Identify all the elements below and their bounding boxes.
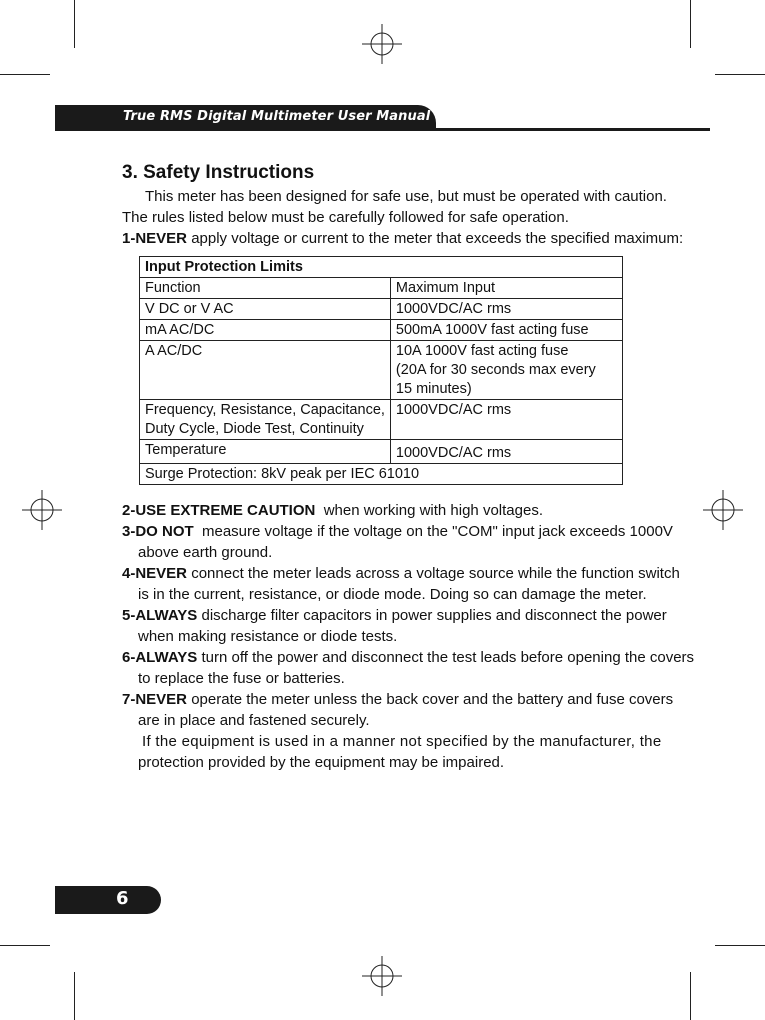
crop-mark (690, 0, 691, 48)
rule-text: operate the meter unless the back cover and the battery and fuse covers (187, 691, 674, 708)
table-cell-line: Duty Cycle, Diode Test, Continuity (145, 421, 364, 437)
rule-text: connect the meter leads across a voltage source while the function switch (187, 565, 680, 582)
surge-protection-cell: Surge Protection: 8kV peak per IEC 61010 (140, 464, 623, 485)
registration-mark-icon (703, 490, 743, 530)
table-row (140, 440, 623, 464)
warning-note-line-1: If the equipment is used in a manner not specified by the manufacturer, the (142, 733, 662, 750)
rule-text: apply voltage or current to the meter that exceeds the specified maximum: (187, 230, 684, 247)
crop-mark (74, 972, 75, 1020)
rule-label: 2-USE EXTREME CAUTION (122, 502, 316, 519)
table-cell-line: (20A for 30 seconds max every (395, 362, 596, 378)
table-cell-line: Frequency, Resistance, Capacitance, (145, 402, 385, 418)
table-row (140, 464, 623, 485)
crop-mark (0, 74, 50, 75)
column-header-function: Function (140, 278, 391, 299)
rule-text-continued: above earth ground. (138, 544, 273, 561)
table-cell-function: V DC or V AC (140, 299, 391, 320)
safety-section (122, 160, 684, 249)
table-cell-line: 15 minutes) (395, 381, 472, 397)
registration-mark-icon (362, 956, 402, 996)
table-row (140, 299, 623, 320)
warning-note-line-2: protection provided by the equipment may be impaired. (138, 754, 505, 771)
safety-rules-list (122, 500, 695, 773)
rule-text: discharge filter capacitors in power supplies and disconnect the power (197, 607, 667, 624)
registration-mark-icon (22, 490, 62, 530)
table-row (140, 320, 623, 341)
input-protection-table (139, 256, 623, 485)
intro-line-2: The rules listed below must be carefully followed for safe operation. (122, 209, 569, 226)
table-cell-max: 1000VDC/AC rms (390, 299, 622, 320)
rule-text: when working with high voltages. (315, 502, 543, 519)
list-item (122, 647, 695, 689)
table-row (140, 341, 623, 400)
table-cell-function: A AC/DC (140, 341, 391, 400)
rule-text-continued: to replace the fuse or batteries. (138, 670, 345, 687)
table-header-row (140, 257, 623, 278)
table-cell-function: mA AC/DC (140, 320, 391, 341)
table-cell-max: 1000VDC/AC rms (390, 400, 622, 440)
table-row (140, 400, 623, 440)
page-number: 6 (116, 888, 129, 909)
page-number-tab (55, 886, 161, 914)
registration-mark-icon (362, 24, 402, 64)
rule-text: measure voltage if the voltage on the "COM" input jack exceeds 1000V (193, 523, 673, 540)
table-title: Input Protection Limits (140, 257, 623, 278)
list-item (122, 689, 674, 773)
rule-text-continued: when making resistance or diode tests. (138, 628, 398, 645)
rule-text-continued: are in place and fastened securely. (138, 712, 370, 729)
crop-mark (690, 972, 691, 1020)
table-cell-function: Temperature (140, 440, 391, 464)
header-title: True RMS Digital Multimeter User Manual (123, 109, 431, 124)
header-rule (436, 128, 710, 131)
crop-mark (715, 945, 765, 946)
list-item (122, 563, 680, 605)
table-cell-max: 500mA 1000V fast acting fuse (390, 320, 622, 341)
intro-line-1: This meter has been designed for safe use, but must be operated with caution. (145, 188, 667, 205)
table-row (140, 278, 623, 299)
rule-label: 5-ALWAYS (122, 607, 198, 624)
table-cell-function (140, 400, 391, 440)
table-cell-max (390, 341, 622, 400)
list-item (122, 500, 662, 521)
rule-label: 4-NEVER (122, 565, 188, 582)
rule-1 (122, 228, 684, 249)
crop-mark (74, 0, 75, 48)
list-item (122, 605, 667, 647)
rule-label: 1-NEVER (122, 230, 188, 247)
column-header-max-input: Maximum Input (390, 278, 622, 299)
list-item (122, 521, 673, 563)
crop-mark (715, 74, 765, 75)
rule-text-continued: is in the current, resistance, or diode mode. Doing so can damage the meter. (138, 586, 647, 603)
section-title: 3. Safety Instructions (122, 162, 315, 183)
crop-mark (0, 945, 50, 946)
table-cell-max: 1000VDC/AC rms (390, 440, 622, 464)
rule-text: turn off the power and disconnect the test leads before opening the covers (197, 649, 695, 666)
table-cell-line: 10A 1000V fast acting fuse (395, 343, 569, 359)
rule-label: 3-DO NOT (122, 523, 194, 540)
rule-label: 6-ALWAYS (122, 649, 198, 666)
rule-label: 7-NEVER (122, 691, 188, 708)
